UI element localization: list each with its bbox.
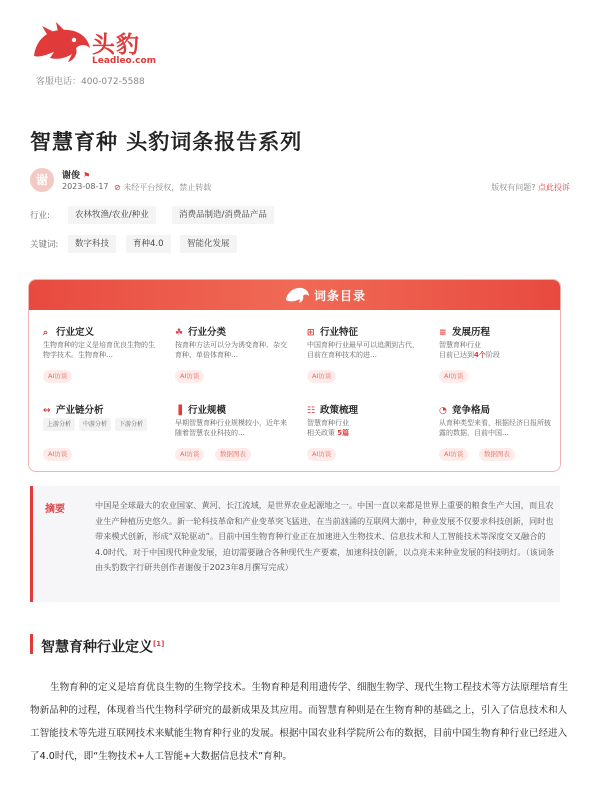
grid-icon: ⊞ — [307, 328, 315, 338]
toc-desc-highlight: 4个 — [474, 351, 486, 359]
pie-icon: ◔ — [439, 406, 447, 416]
copyright-question-text: 版权有问题? — [491, 183, 536, 192]
toc-item-desc — [439, 340, 557, 362]
reference-link[interactable]: [1] — [153, 640, 165, 648]
toc-item-classification[interactable] — [175, 324, 297, 394]
toc-title: 词条目录 — [314, 289, 367, 303]
toc-item-competition[interactable] — [439, 402, 561, 472]
author-name[interactable] — [62, 168, 90, 181]
ai-chip[interactable]: AI访谈 — [175, 448, 204, 461]
ai-chip[interactable]: AI访谈 — [439, 448, 468, 461]
industry-tag[interactable]: 农林牧渔/农业/种业 — [68, 206, 156, 224]
badge-icon: ⚑ — [83, 171, 91, 180]
ai-chip[interactable]: AI访谈 — [439, 370, 468, 383]
toc-panel — [28, 279, 561, 472]
page-title: 智慧育种 头豹词条报告系列 — [30, 130, 303, 154]
ai-chip[interactable]: AI访谈 — [175, 370, 204, 383]
toc-header — [29, 280, 560, 310]
data-chart-chip[interactable]: 数据图表 — [215, 448, 251, 461]
toc-item-title: 政策梳理 — [320, 405, 359, 416]
industry-tag[interactable]: 消费品制造/消费品产品 — [172, 206, 274, 224]
industry-row — [30, 206, 570, 224]
bar-chart-icon: ▐ — [175, 406, 182, 416]
ai-chip[interactable]: AI访谈 — [307, 448, 336, 461]
keyword-tag[interactable]: 智能化发展 — [180, 235, 237, 253]
toc-item-title: 产业链分析 — [56, 405, 104, 416]
author-row — [30, 168, 570, 196]
magnifier-icon: ⌕ — [43, 328, 49, 338]
toc-desc-line: 阶段 — [485, 351, 500, 359]
upstream-chip[interactable]: 上游分析 — [43, 418, 75, 431]
toc-item-title: 竞争格局 — [452, 405, 491, 416]
toc-item-desc — [307, 418, 425, 440]
toc-item-title: 行业定义 — [56, 327, 95, 338]
toc-item-desc: 从育种类型来看，根据经济日报所披露的数据，目前中国… — [439, 419, 551, 437]
no-repost-text: 未经平台授权，禁止转载 — [123, 183, 212, 192]
toc-item-title: 行业特征 — [320, 327, 359, 338]
keywords-row — [30, 235, 570, 253]
toc-item-desc: 生物育种的定义是培育优良生物的生物学技术。生物育种… — [43, 341, 155, 359]
midstream-chip[interactable]: 中游分析 — [79, 418, 111, 431]
avatar[interactable]: 谢 — [30, 168, 54, 192]
document-icon: ☷ — [307, 406, 316, 416]
toc-item-industry-chain[interactable] — [43, 402, 165, 472]
industry-label: 行业: — [30, 211, 50, 221]
keyword-tag[interactable]: 数字科技 — [68, 235, 116, 253]
no-repost-notice — [114, 182, 211, 193]
abstract-text: 中国是全球最大的农业国家、黄河、长江流域，是世界农业起源地之一。中国一直以来都是世界上重要的粮食生产大国，而且农业生产种植历史悠久。新一轮科技革命和产业变革突飞猛进，在当前汹涌的互联网大潮中，种业发展不仅要求科技创新，同时也带来模式创新，形成“双轮驱动”。目前中国生物育种行业正在加速进入生物技术、信息技术和人工智能技术等深度交叉融合的4.0时代。对于中国现代种业发展，迫切需要融合各种现代生产要素，加速科技创新，以点亮未来种业发展的科技明灯。（该词条由头豹数字行研共创作者谢俊于2023年8月撰写完成） — [95, 500, 555, 572]
toc-item-title: 行业规模 — [188, 405, 227, 416]
toc-desc-line: 智慧育种行业 — [439, 341, 481, 349]
toc-item-features[interactable] — [307, 324, 429, 394]
ai-chip[interactable]: AI访谈 — [43, 448, 72, 461]
data-chart-chip[interactable]: 数据图表 — [479, 448, 515, 461]
logo-cn-text: 头豹 — [92, 32, 140, 58]
publish-date: 2023-08-17 — [62, 182, 109, 191]
toc-desc-line: 智慧育种行业 — [307, 419, 349, 427]
section-title — [30, 634, 164, 654]
keywords-label: 关键词: — [30, 240, 59, 250]
ai-chip[interactable]: AI访谈 — [307, 370, 336, 383]
abstract-box — [30, 486, 560, 602]
network-icon: ☘ — [175, 328, 184, 338]
downstream-chip[interactable]: 下游分析 — [115, 418, 147, 431]
toc-item-policy[interactable] — [307, 402, 429, 472]
keyword-tag[interactable]: 育种4.0 — [126, 235, 171, 253]
abstract-label: 摘要 — [45, 504, 65, 515]
toc-desc-highlight: 5篇 — [337, 429, 350, 437]
toc-item-title: 发展历程 — [452, 327, 491, 338]
section-body: 生物育种的定义是培育优良生物的生物学技术。生物育种是利用遗传学、细胞生物学、现代生物工程技术等方法原理培育生物新品种的过程，体现着当代生物科学研究的最新成果及其应用。而智慧育种则是在生物育种的基础之上，引入了信息技术和人工智能技术等先进互联网技术来赋能生物育种行业的发展。根据中国农业科学院所公布的数据，目前中国生物育种行业已经进入了4.0时代，即“生物技术+人工智能+大数据信息技术”育种。 — [30, 682, 569, 762]
toc-item-history[interactable] — [439, 324, 561, 394]
complaint-link[interactable]: 点此投诉 — [538, 183, 570, 192]
section-title-text: 智慧育种行业定义 — [41, 639, 153, 656]
ai-chip[interactable]: AI访谈 — [43, 370, 72, 383]
toc-desc-line: 相关政策 — [307, 429, 335, 437]
toc-item-title: 行业分类 — [188, 327, 227, 338]
timeline-icon: ≡ — [439, 328, 447, 338]
toc-item-definition[interactable] — [43, 324, 165, 394]
hotline-text: 客服电话：400-072-5588 — [36, 77, 145, 87]
logo-en-text: Leadleo.com — [92, 56, 157, 66]
forbidden-icon: ⊘ — [114, 183, 121, 192]
author-name-text: 谢俊 — [62, 171, 81, 181]
leopard-icon — [284, 284, 310, 306]
copyright-question — [491, 182, 570, 193]
toc-item-desc: 按育种方法可以分为诱变育种、杂交育种、单倍体育种… — [175, 341, 287, 359]
toc-item-market-size[interactable] — [175, 402, 297, 472]
toc-item-desc: 早期智慧育种行业规模较小，近年来随着智慧农业科技的… — [175, 419, 287, 437]
chain-icon: ↔ — [43, 406, 51, 416]
toc-item-desc: 中国育种行业最早可以追溯到古代，目前在育种技术的进… — [307, 341, 419, 359]
toc-desc-line: 目前已达到 — [439, 351, 474, 359]
